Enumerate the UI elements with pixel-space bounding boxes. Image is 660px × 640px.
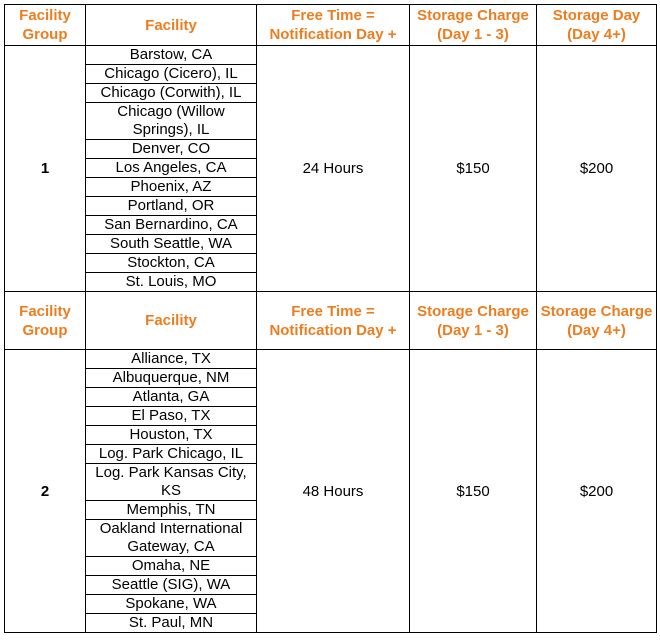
header-storage-charge-day-1-3: Storage Charge (Day 1 - 3) xyxy=(410,292,537,350)
facility-item: Los Angeles, CA xyxy=(86,158,256,177)
header-facility-group: Facility Group xyxy=(5,5,86,46)
facility-item: El Paso, TX xyxy=(86,406,256,425)
facility-item: Seattle (SIG), WA xyxy=(86,575,256,594)
facility-item: Chicago (Corwith), IL xyxy=(86,83,256,102)
facility-item: Denver, CO xyxy=(86,139,256,158)
storage-charge-day-1-3-value: $150 xyxy=(410,350,537,633)
storage-charge-day-1-3-value: $150 xyxy=(410,46,537,292)
group-2-header-row xyxy=(5,292,657,350)
facility-item: Portland, OR xyxy=(86,196,256,215)
facility-item: Houston, TX xyxy=(86,425,256,444)
facility-item: Barstow, CA xyxy=(129,46,213,63)
header-free-time: Free Time = Notification Day + xyxy=(257,5,410,46)
facility-item: Log. Park Chicago, IL xyxy=(86,444,256,463)
free-time-value: 24 Hours xyxy=(257,46,410,292)
facility-item: Atlanta, GA xyxy=(86,387,256,406)
facility-item: Chicago (Willow Springs), IL xyxy=(86,102,256,139)
facility-item: South Seattle, WA xyxy=(86,234,256,253)
facility-item: Memphis, TN xyxy=(86,500,256,519)
header-free-time: Free Time = Notification Day + xyxy=(257,292,410,350)
facility-item: Stockton, CA xyxy=(86,253,256,272)
storage-day-4-value: $200 xyxy=(537,46,657,292)
facility-item: Oakland International Gateway, CA xyxy=(86,519,256,556)
facility-item: Phoenix, AZ xyxy=(86,177,256,196)
group-1-header-row xyxy=(5,5,657,46)
facility-cell xyxy=(86,46,257,292)
facility-cell xyxy=(86,350,257,633)
group-2-row xyxy=(5,350,657,633)
free-time-value: 48 Hours xyxy=(257,350,410,633)
facility-item: San Bernardino, CA xyxy=(86,215,256,234)
facility-item: Log. Park Kansas City, KS xyxy=(86,463,256,500)
facility-item: Alliance, TX xyxy=(131,350,211,367)
header-facility: Facility xyxy=(86,5,257,46)
facility-item: Albuquerque, NM xyxy=(86,368,256,387)
group-number: 2 xyxy=(5,350,86,633)
header-facility-group: Facility Group xyxy=(5,292,86,350)
facility-item: Omaha, NE xyxy=(86,556,256,575)
storage-day-4-value: $200 xyxy=(537,350,657,633)
header-storage-charge-day-1-3: Storage Charge (Day 1 - 3) xyxy=(410,5,537,46)
facility-item: St. Louis, MO xyxy=(86,272,256,291)
facility-item: Chicago (Cicero), IL xyxy=(86,64,256,83)
group-1-row xyxy=(5,46,657,292)
storage-charges-table xyxy=(4,4,657,633)
header-storage-charge-day-4: Storage Charge (Day 4+) xyxy=(537,292,657,350)
facility-item: St. Paul, MN xyxy=(86,613,256,632)
facility-list xyxy=(86,46,256,291)
header-facility: Facility xyxy=(86,292,257,350)
facility-list xyxy=(86,350,256,632)
group-number: 1 xyxy=(5,46,86,292)
header-storage-day-4: Storage Day (Day 4+) xyxy=(537,5,657,46)
facility-item: Spokane, WA xyxy=(86,594,256,613)
